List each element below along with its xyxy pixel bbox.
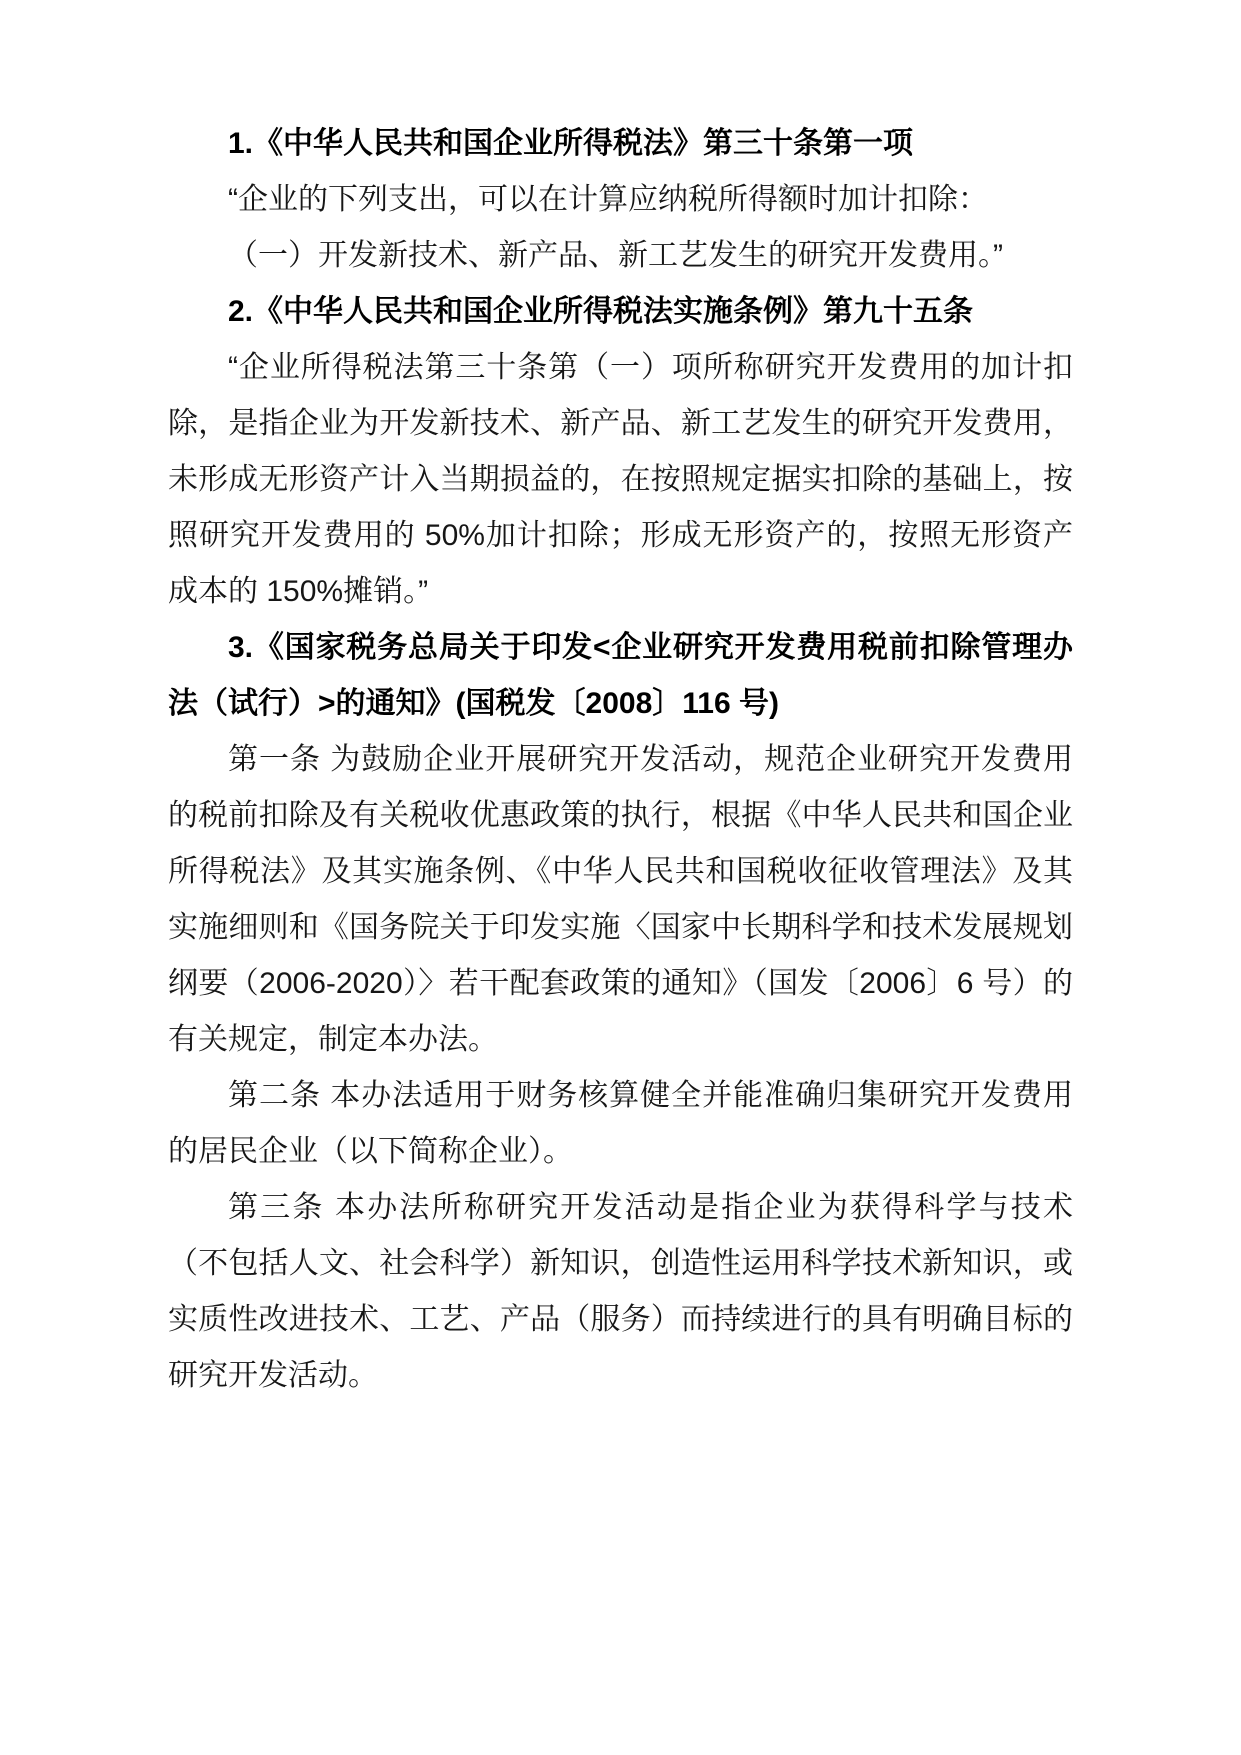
- paragraph: 第一条 为鼓励企业开展研究开发活动，规范企业研究开发费用的税前扣除及有关税收优惠政策的执行，根据《中华人民共和国企业所得税法》及其实施条例、《中华人民共和国税收征收管理法》及其实施细则和《国务院关于印发实施〈国家中长期科学和技术发展规划纲要（2006-2020）〉若干配套政策的通知》（国发〔2006〕6 号）的有关规定，制定本办法。: [168, 743, 1073, 1056]
- paragraph: 第三条 本办法所称研究开发活动是指企业为获得科学与技术（不包括人文、社会科学）新知识，创造性运用科学技术新知识，或实质性改进技术、工艺、产品（服务）而持续进行的具有明确目标的研究开发活动。: [168, 1191, 1073, 1392]
- paragraph: （一）开发新技术、新产品、新工艺发生的研究开发费用。”: [228, 239, 1003, 272]
- section-heading: 2.《中华人民共和国企业所得税法实施条例》第九十五条: [228, 295, 974, 328]
- paragraph: “企业所得税法第三十条第（一）项所称研究开发费用的加计扣除，是指企业为开发新技术、新产品、新工艺发生的研究开发费用，未形成无形资产计入当期损益的，在按照规定据实扣除的基础上，按照研究开发费用的 50%加计扣除；形成无形资产的，按照无形资产成本的 150%摊销。”: [168, 351, 1073, 608]
- paragraph: 第二条 本办法适用于财务核算健全并能准确归集研究开发费用的居民企业（以下简称企业）。: [168, 1079, 1073, 1168]
- paragraph: “企业的下列支出，可以在计算应纳税所得额时加计扣除：: [228, 183, 988, 216]
- section-heading: 3.《国家税务总局关于印发<企业研究开发费用税前扣除管理办法（试行）>的通知》(国税发〔2008〕116 号): [168, 631, 1073, 720]
- section-heading: 1.《中华人民共和国企业所得税法》第三十条第一项: [228, 127, 914, 160]
- document-content: [168, 116, 1073, 1404]
